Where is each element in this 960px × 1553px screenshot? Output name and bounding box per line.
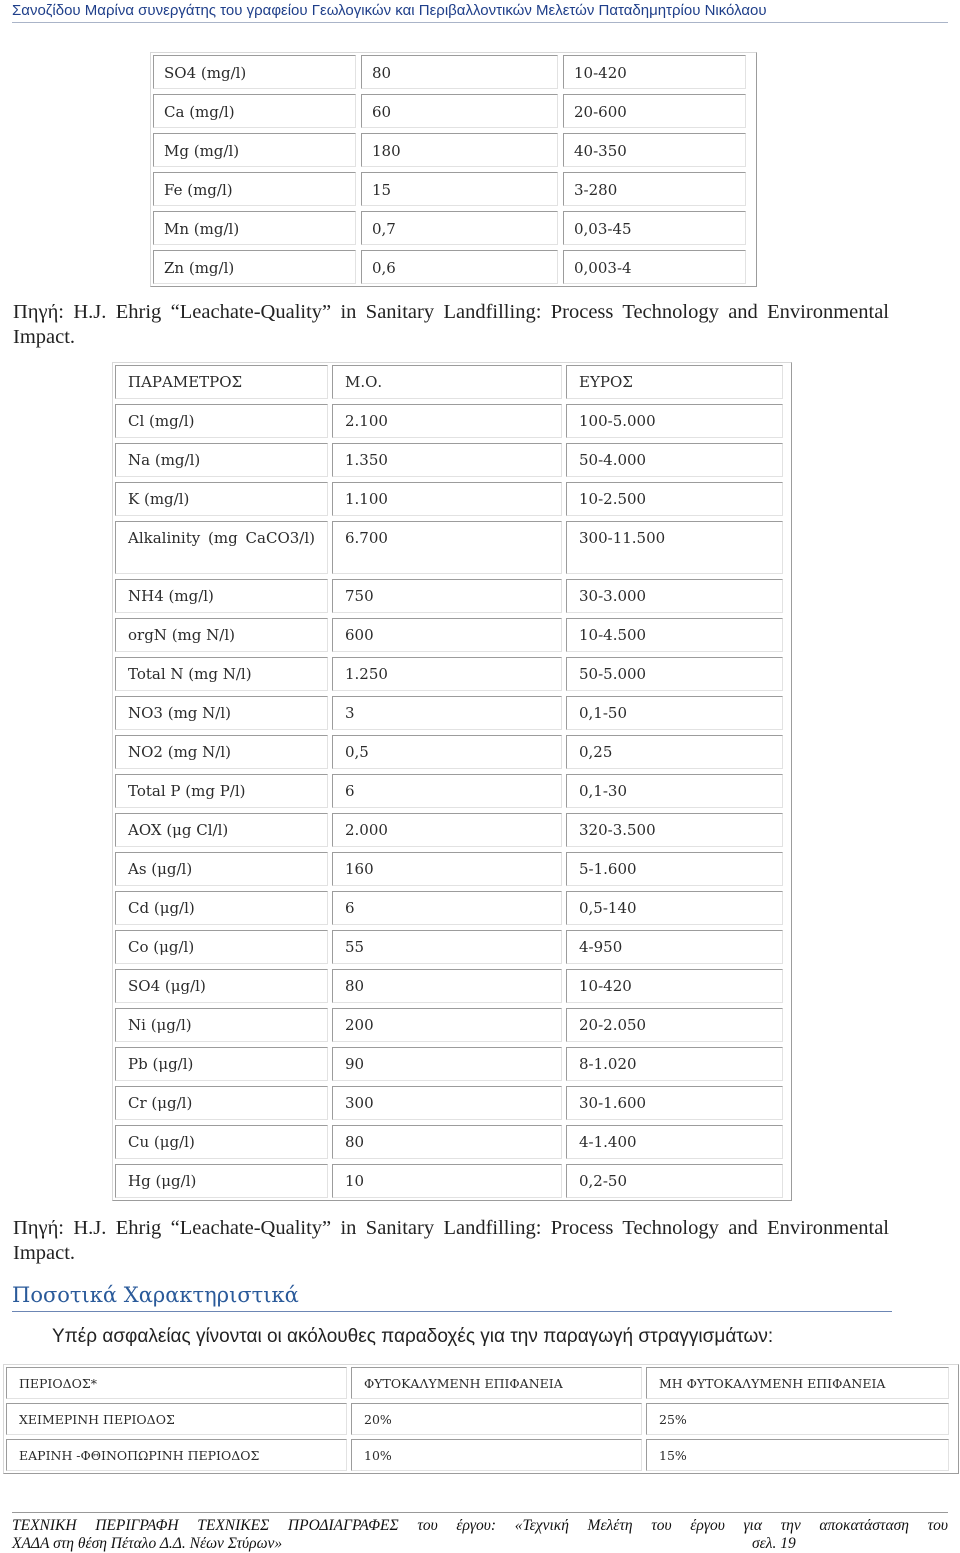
table-cell: 100-5.000 <box>566 404 783 438</box>
table-cell: Cl (mg/l) <box>115 404 328 438</box>
table-cell: 80 <box>332 969 562 1003</box>
table-cell: 3 <box>332 696 562 730</box>
table-cell: 0,003-4 <box>563 250 746 284</box>
table-cell: 3-280 <box>563 172 746 206</box>
table-cell: 15% <box>646 1439 949 1471</box>
table-cell: ΧΕΙΜΕΡΙΝΗ ΠΕΡΙΟΔΟΣ <box>6 1403 347 1435</box>
table-cell: 1.250 <box>332 657 562 691</box>
table-cell: 6 <box>332 891 562 925</box>
table-cell: Cr (μg/l) <box>115 1086 328 1120</box>
table-cell: 0,03-45 <box>563 211 746 245</box>
leachate-assumptions-table <box>3 1364 959 1474</box>
table-cell: 5-1.600 <box>566 852 783 886</box>
table-cell: 4-1.400 <box>566 1125 783 1159</box>
table-cell: 50-5.000 <box>566 657 783 691</box>
footer-line-2: ΧΑΔΑ στη θέση Πέταλο Δ.Δ. Νέων Στύρων» <box>12 1535 283 1552</box>
table-cell: 10% <box>351 1439 642 1471</box>
table-cell: 50-4.000 <box>566 443 783 477</box>
table-cell: 30-3.000 <box>566 579 783 613</box>
table-cell: Ni (μg/l) <box>115 1008 328 1042</box>
table-cell: 0,6 <box>361 250 558 284</box>
source-citation-2: Πηγή: H.J. Ehrig “Leachate-Quality” in Sanitary Landfilling: Process Technology and Environmental Impact. <box>13 1217 889 1264</box>
table-cell: AOX (μg Cl/l) <box>115 813 328 847</box>
table-header-cell: ΕΥΡΟΣ <box>566 365 783 399</box>
table-cell: 0,2-50 <box>566 1164 783 1198</box>
table-cell: Total N (mg N/l) <box>115 657 328 691</box>
table-cell: 6.700 <box>332 521 562 574</box>
page-number: σελ. 19 <box>752 1535 796 1552</box>
table-cell: Ca (mg/l) <box>153 94 356 128</box>
table-cell: 0,1-30 <box>566 774 783 808</box>
table-cell: SO4 (μg/l) <box>115 969 328 1003</box>
table-header-cell: ΠΑΡΑΜΕΤΡΟΣ <box>115 365 328 399</box>
intro-paragraph: Υπέρ ασφαλείας γίνονται οι ακόλουθες παραδοχές για την παραγωγή στραγγισμάτων: <box>52 1326 774 1347</box>
table-cell: orgN (mg N/l) <box>115 618 328 652</box>
table-cell: 750 <box>332 579 562 613</box>
page-footer <box>12 1512 948 1553</box>
table-cell: ΕΑΡΙΝΗ -ΦΘΙΝΟΠΩΡΙΝΗ ΠΕΡΙΟΔΟΣ <box>6 1439 347 1471</box>
table-cell: Total P (mg P/l) <box>115 774 328 808</box>
leachate-parameters-table <box>112 362 792 1201</box>
table-cell: 300-11.500 <box>566 521 783 574</box>
table-cell: 4-950 <box>566 930 783 964</box>
table-cell: As (μg/l) <box>115 852 328 886</box>
table-cell: 20% <box>351 1403 642 1435</box>
table-cell: 80 <box>332 1125 562 1159</box>
table-cell: 20-600 <box>563 94 746 128</box>
table-cell: NH4 (mg/l) <box>115 579 328 613</box>
table-header-cell: ΠΕΡΙΟΔΟΣ* <box>6 1367 347 1399</box>
table-cell: 80 <box>361 55 558 89</box>
table-cell: 160 <box>332 852 562 886</box>
table-cell: 2.000 <box>332 813 562 847</box>
table-cell: 10-420 <box>563 55 746 89</box>
table-cell: 300 <box>332 1086 562 1120</box>
table-cell: SO4 (mg/l) <box>153 55 356 89</box>
footer-line-1: ΤΕΧΝΙΚΗ ΠΕΡΙΓΡΑΦΗ ΤΕΧΝΙΚΕΣ ΠΡΟΔΙΑΓΡΑΦΕΣ του έργου: «Τεχνική Μελέτη του έργου για την αποκατάσταση του <box>12 1517 948 1534</box>
table-cell: 10-4.500 <box>566 618 783 652</box>
table-cell: 0,1-50 <box>566 696 783 730</box>
table-cell: 6 <box>332 774 562 808</box>
table-header-cell: ΜΗ ΦΥΤΟΚΑΛΥΜΕΝΗ ΕΠΙΦΑΝΕΙΑ <box>646 1367 949 1399</box>
table-cell: Cd (μg/l) <box>115 891 328 925</box>
table-cell: 0,5 <box>332 735 562 769</box>
table-cell: NO3 (mg N/l) <box>115 696 328 730</box>
table-cell: Hg (μg/l) <box>115 1164 328 1198</box>
table-cell: 0,7 <box>361 211 558 245</box>
table-cell: 30-1.600 <box>566 1086 783 1120</box>
table-cell: 55 <box>332 930 562 964</box>
source-citation-1: Πηγή: H.J. Ehrig “Leachate-Quality” in Sanitary Landfilling: Process Technology and Environmental Impact. <box>13 301 889 348</box>
table-cell: 10 <box>332 1164 562 1198</box>
table-cell: NO2 (mg N/l) <box>115 735 328 769</box>
table-cell: Mg (mg/l) <box>153 133 356 167</box>
table-cell: K (mg/l) <box>115 482 328 516</box>
table-cell: 60 <box>361 94 558 128</box>
table-cell: Pb (μg/l) <box>115 1047 328 1081</box>
table-cell: Fe (mg/l) <box>153 172 356 206</box>
table-cell: 90 <box>332 1047 562 1081</box>
table-cell: 2.100 <box>332 404 562 438</box>
table-header-cell: Μ.Ο. <box>332 365 562 399</box>
table-cell: 600 <box>332 618 562 652</box>
table-cell: Co (μg/l) <box>115 930 328 964</box>
table-cell: 180 <box>361 133 558 167</box>
table-cell: 15 <box>361 172 558 206</box>
table-cell: 20-2.050 <box>566 1008 783 1042</box>
table-cell: 1.100 <box>332 482 562 516</box>
table-cell: 320-3.500 <box>566 813 783 847</box>
table-cell: 10-2.500 <box>566 482 783 516</box>
table-cell: 8-1.020 <box>566 1047 783 1081</box>
table-cell: Zn (mg/l) <box>153 250 356 284</box>
page-header: Σανοζίδου Μαρίνα συνεργάτης του γραφείου Γεωλογικών και Περιβαλλοντικών Μελετών Παταδημητρίου Νικόλαου <box>12 2 948 23</box>
table-cell: 25% <box>646 1403 949 1435</box>
table-cell: 40-350 <box>563 133 746 167</box>
table-cell: Na (mg/l) <box>115 443 328 477</box>
table-cell: 0,5-140 <box>566 891 783 925</box>
table-cell: 1.350 <box>332 443 562 477</box>
table-cell: 0,25 <box>566 735 783 769</box>
table-cell: Mn (mg/l) <box>153 211 356 245</box>
table-header-cell: ΦΥΤΟΚΑΛΥΜΕΝΗ ΕΠΙΦΑΝΕΙΑ <box>351 1367 642 1399</box>
metals-table <box>150 52 757 287</box>
table-cell: Alkalinity (mg CaCO3/l) <box>115 521 328 574</box>
table-cell: 10-420 <box>566 969 783 1003</box>
section-title: Ποσοτικά Χαρακτηριστικά <box>12 1283 892 1312</box>
table-cell: 200 <box>332 1008 562 1042</box>
table-cell: Cu (μg/l) <box>115 1125 328 1159</box>
